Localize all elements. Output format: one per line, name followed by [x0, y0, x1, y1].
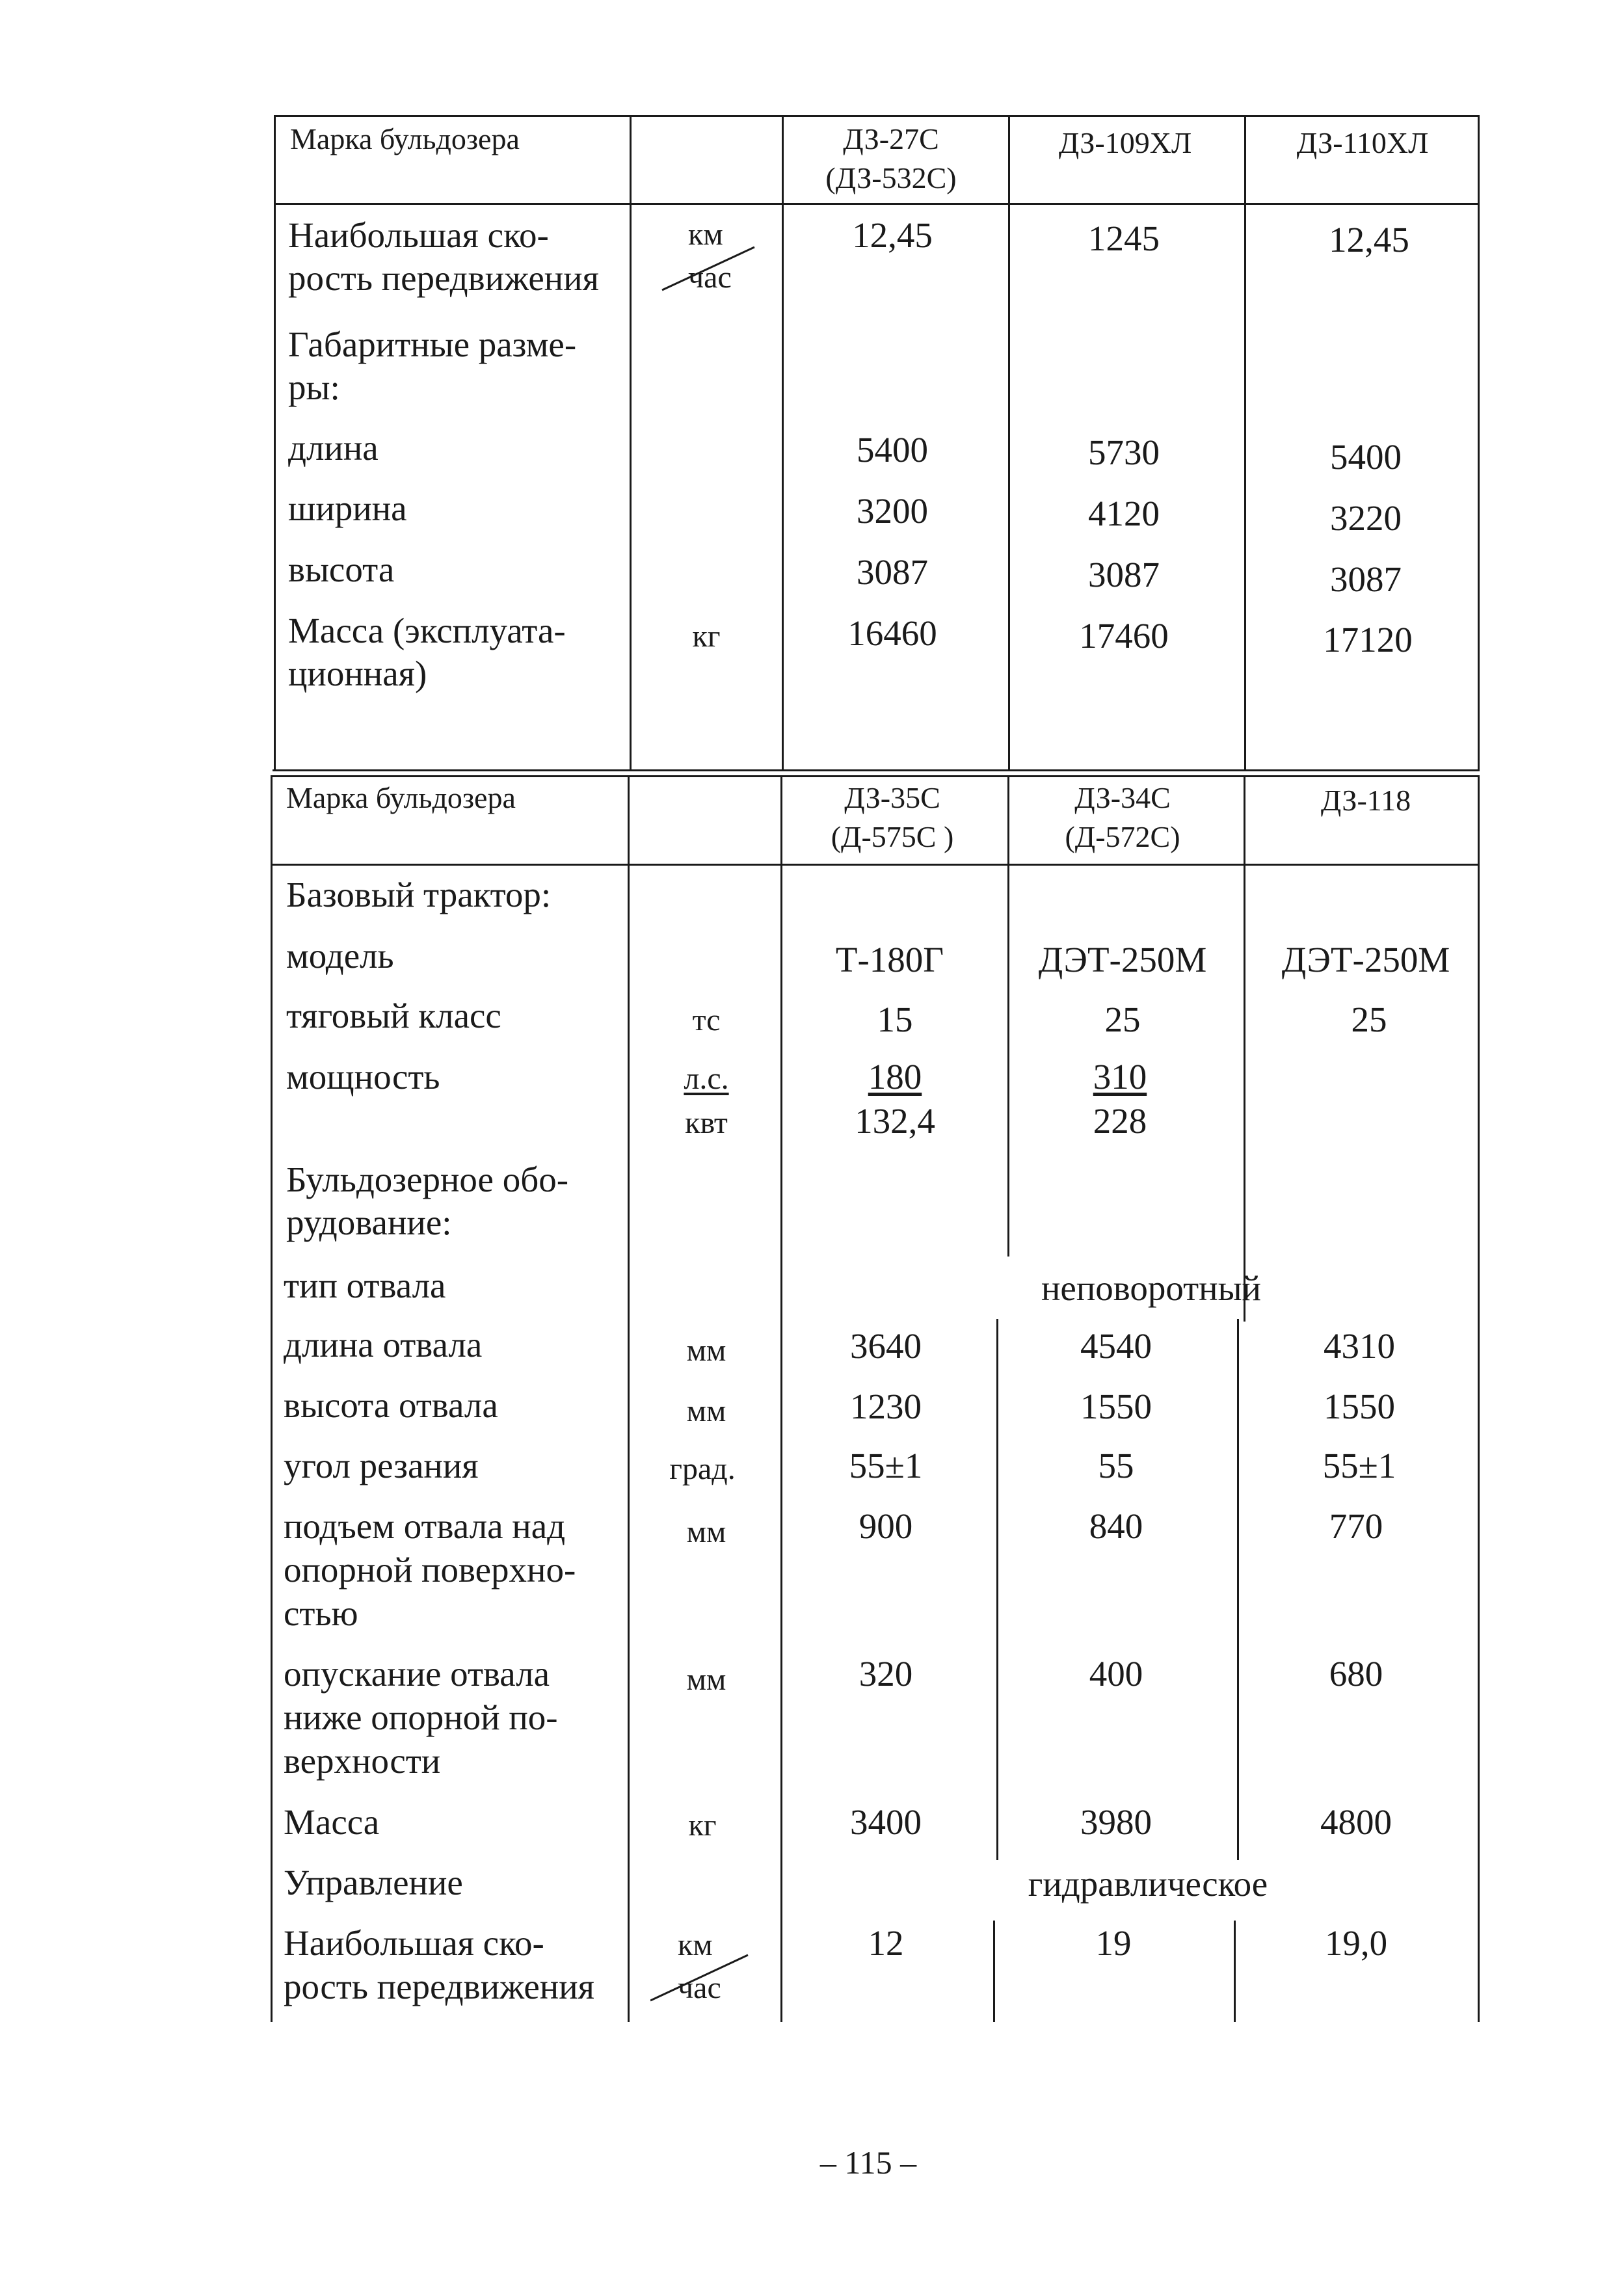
table2-blade-height-val1: 1230 — [850, 1387, 922, 1426]
table2-mass-val1: 3400 — [850, 1802, 922, 1842]
table1-speed-val3: 12,45 — [1329, 220, 1409, 259]
table2-col-divider-3b — [996, 1319, 998, 1860]
table2-col-divider-1 — [628, 775, 630, 2022]
table2-base-tractor-label: Базовый трактор: — [286, 875, 552, 914]
table2-model-label: модель — [286, 936, 394, 976]
table2-blade-height-val3: 1550 — [1324, 1387, 1395, 1426]
table2-header-label: Марка бульдозера — [286, 781, 516, 814]
table2-lower-label-line1: опускание отвала — [284, 1654, 550, 1694]
table2-model-val3: ДЭТ-250М — [1281, 940, 1450, 979]
table2-col-divider-4a — [1244, 775, 1245, 1322]
table2-blade-height-label: высота отвала — [284, 1385, 498, 1425]
table1-speed-label-line2: рость передвижения — [288, 258, 599, 298]
table2-control-value: гидравлическое — [1028, 1864, 1268, 1904]
table2-lower-unit: мм — [686, 1662, 726, 1697]
table2-power-unit-top: л.с. — [684, 1061, 729, 1096]
table2-blade-type-value: неповоротный — [1041, 1268, 1262, 1308]
table2-model-val1: Т-180Г — [835, 940, 944, 979]
table1-col-divider-1 — [630, 115, 632, 771]
table2-equipment-label-line2: рудование: — [286, 1203, 452, 1242]
table2-col-divider-3c — [993, 1921, 995, 2022]
table2-blade-type-label: тип отвала — [284, 1266, 446, 1305]
table2-traction-label: тяговый класс — [286, 996, 501, 1035]
table2-power-col1-bottom: 132,4 — [855, 1101, 935, 1141]
table2-blade-length-val2: 4540 — [1080, 1326, 1152, 1366]
table2-lift-unit: мм — [686, 1515, 726, 1549]
table2-speed-val3: 19,0 — [1324, 1923, 1388, 1963]
table1-border-bottom — [273, 769, 1480, 771]
table2-speed-val2: 19 — [1095, 1923, 1132, 1963]
table2-traction-val1: 15 — [877, 1000, 913, 1039]
table2-col-divider-3a — [1007, 775, 1009, 1257]
table1-header-col2: ДЗ-109ХЛ — [1058, 126, 1192, 159]
table2-model-val2: ДЭТ-250М — [1038, 940, 1207, 979]
table1-header-col3: ДЗ-110ХЛ — [1296, 126, 1429, 159]
table1-border-right — [1478, 115, 1480, 771]
table2-header-col2-line1: ДЗ-34С — [1074, 781, 1171, 814]
table1-col-divider-2 — [782, 115, 784, 771]
table2-col-divider-4b — [1237, 1319, 1239, 1860]
table1-width-val3: 3220 — [1330, 498, 1402, 538]
table2-header-col3: ДЗ-118 — [1320, 784, 1411, 817]
table2-speed-label-line2: рость передвижения — [284, 1967, 594, 2006]
table2-header-col2-line2: (Д-572С) — [1065, 820, 1180, 853]
table2-lift-label-line3: стью — [284, 1593, 358, 1633]
table1-width-label: ширина — [288, 488, 407, 528]
table2-traction-val2: 25 — [1104, 1000, 1141, 1039]
table2-power-col1-top: 180 — [868, 1057, 922, 1097]
table2-power-unit-bottom: квт — [685, 1106, 728, 1140]
table2-cut-angle-label: угол резания — [284, 1446, 479, 1485]
table2-border-left — [271, 775, 273, 2022]
table1-mass-val3: 17120 — [1323, 620, 1413, 659]
table2-mass-val2: 3980 — [1080, 1802, 1152, 1842]
table1-length-label: длина — [288, 428, 379, 468]
table1-speed-unit — [657, 213, 767, 304]
table1-dims-label-line2: ры: — [288, 367, 340, 407]
table2-speed-label-line1: Наибольшая ско- — [284, 1923, 544, 1963]
table2-speed-unit — [650, 1924, 761, 2015]
table2-lift-val2: 840 — [1089, 1506, 1143, 1546]
table1-header-col1-line1: ДЗ-27С — [843, 122, 939, 155]
page-number: – 115 – — [819, 2144, 917, 2181]
table1-length-val3: 5400 — [1330, 437, 1402, 477]
table2-cut-angle-val2: 55 — [1098, 1446, 1134, 1485]
table2-power-label: мощность — [286, 1057, 440, 1097]
table1-mass-unit: кг — [692, 619, 721, 654]
table1-border-top — [274, 115, 1480, 117]
table1-width-val2: 4120 — [1088, 494, 1160, 533]
table2-speed-unit-num: км — [678, 1928, 713, 1962]
table2-col-divider-2 — [780, 775, 782, 2022]
table2-lower-val1: 320 — [859, 1654, 913, 1694]
table1-height-val1: 3087 — [857, 552, 928, 592]
table2-traction-unit: тс — [692, 1003, 721, 1037]
table1-col-divider-3 — [1008, 115, 1010, 771]
table1-speed-val2: 1245 — [1088, 219, 1160, 258]
table1-speed-unit-num: км — [688, 217, 723, 252]
table2-header-col1-line1: ДЗ-35С — [844, 781, 940, 814]
table2-mass-val3: 4800 — [1320, 1802, 1392, 1842]
table1-header-label: Марка бульдозера — [290, 122, 520, 155]
table2-blade-length-label: длина отвала — [284, 1325, 483, 1364]
table1-border-left — [274, 115, 276, 771]
table2-lift-label-line1: подъем отвала над — [284, 1506, 566, 1546]
table2-header-divider — [273, 864, 1480, 866]
table1-mass-val2: 17460 — [1079, 616, 1169, 656]
table1-mass-label-line1: Масса (эксплуата- — [288, 611, 566, 650]
table1-height-val2: 3087 — [1088, 555, 1160, 594]
table2-cut-angle-val1: 55±1 — [849, 1446, 923, 1485]
table2-blade-length-val1: 3640 — [850, 1326, 922, 1366]
table1-mass-label-line2: ционная) — [288, 654, 427, 693]
table2-cut-angle-val3: 55±1 — [1322, 1446, 1396, 1485]
table2-power-col2-bottom: 228 — [1093, 1101, 1147, 1141]
table1-header-col1-line2: (ДЗ-532С) — [825, 161, 957, 194]
table1-header-divider — [274, 203, 1480, 205]
table2-blade-length-val3: 4310 — [1324, 1326, 1395, 1366]
table2-lower-label-line2: ниже опорной по- — [284, 1697, 558, 1737]
table1-height-label: высота — [288, 550, 395, 589]
table2-speed-unit-den: час — [678, 1971, 721, 2005]
table1-speed-val1: 12,45 — [852, 215, 933, 255]
table1-speed-unit-den: час — [688, 260, 732, 295]
table2-power-col2-top: 310 — [1093, 1057, 1147, 1097]
table1-mass-val1: 16460 — [847, 613, 937, 653]
table2-blade-height-val2: 1550 — [1080, 1387, 1152, 1426]
table2-mass-label: Масса — [284, 1802, 380, 1842]
table2-border-top — [273, 775, 1480, 777]
table1-length-val1: 5400 — [857, 430, 928, 470]
table2-lower-val3: 680 — [1329, 1654, 1383, 1694]
table2-mass-unit: кг — [688, 1808, 717, 1842]
table2-lift-label-line2: опорной поверхно- — [284, 1550, 576, 1590]
table1-height-val3: 3087 — [1330, 559, 1402, 599]
table2-cut-angle-unit: град. — [669, 1452, 736, 1486]
table1-speed-label-line1: Наибольшая ско- — [288, 215, 549, 255]
table2-header-col1-line2: (Д-575С ) — [831, 820, 954, 853]
table2-equipment-label-line1: Бульдозерное обо- — [286, 1160, 569, 1199]
table1-col-divider-4 — [1244, 115, 1246, 771]
table1-length-val2: 5730 — [1088, 432, 1160, 472]
table2-col-divider-4c — [1234, 1921, 1236, 2022]
table2-blade-length-unit: мм — [686, 1333, 726, 1368]
table2-blade-height-unit: мм — [686, 1394, 726, 1428]
table2-control-label: Управление — [284, 1863, 463, 1902]
table1-width-val1: 3200 — [857, 491, 928, 531]
table2-border-right — [1478, 775, 1480, 2022]
table2-lift-val3: 770 — [1329, 1506, 1383, 1546]
table2-lower-label-line3: верхности — [284, 1741, 441, 1781]
table1-dims-label-line1: Габаритные разме- — [288, 325, 577, 364]
table2-lower-val2: 400 — [1089, 1654, 1143, 1694]
table2-lift-val1: 900 — [859, 1506, 913, 1546]
table2-speed-val1: 12 — [868, 1923, 904, 1963]
table2-traction-val3: 25 — [1351, 1000, 1387, 1039]
